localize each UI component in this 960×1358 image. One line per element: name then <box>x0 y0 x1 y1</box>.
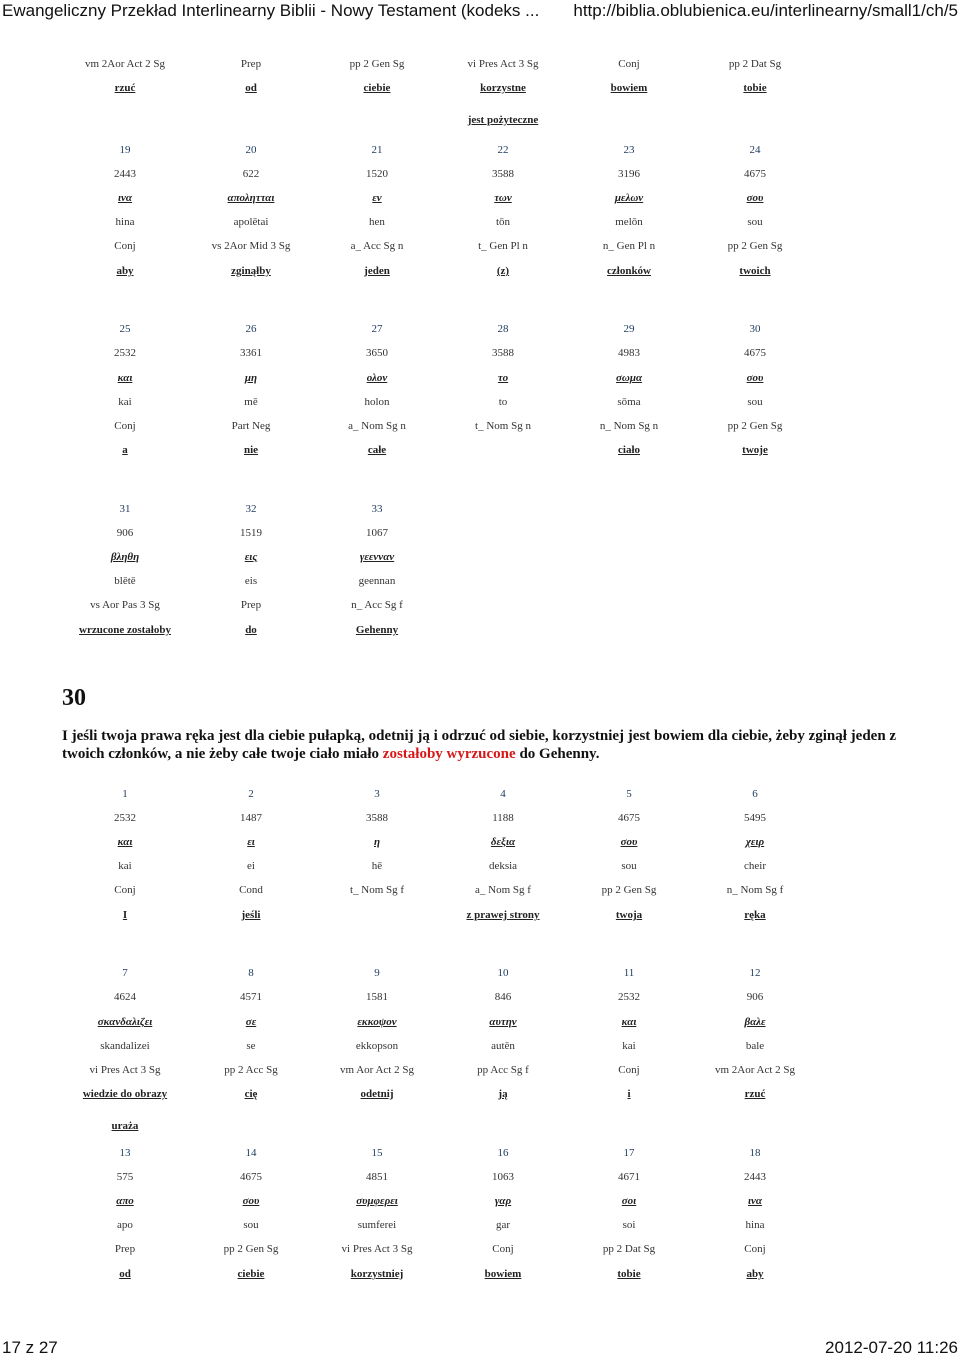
greek-word[interactable]: εν <box>372 192 382 204</box>
word-number: 1 <box>122 788 128 800</box>
greek-row <box>62 370 818 386</box>
polish-word[interactable]: z prawej strony <box>466 909 540 921</box>
greek-word[interactable]: ει <box>247 836 255 848</box>
morphology: pp 2 Dat Sg <box>602 1243 656 1255</box>
verse-text <box>62 727 912 763</box>
polish-word[interactable]: nie <box>243 444 259 456</box>
strong-number-row <box>62 345 818 361</box>
morphology: pp 2 Gen Sg <box>223 1243 279 1255</box>
morphology: vi Pres Act 3 Sg <box>467 58 539 70</box>
word-number: 8 <box>248 967 254 979</box>
morphology: vm 2Aor Act 2 Sg <box>714 1064 796 1076</box>
morph-row <box>62 418 818 434</box>
word-number: 29 <box>623 323 635 335</box>
transliteration-row <box>62 1038 818 1054</box>
polish-word[interactable]: Gehenny <box>355 624 399 636</box>
transliteration: skandalizei <box>100 1040 150 1052</box>
morphology: Part Neg <box>231 420 271 432</box>
greek-word[interactable]: απολητται <box>227 192 275 204</box>
morphology: pp 2 Dat Sg <box>728 58 782 70</box>
morphology: n_ Gen Pl n <box>602 240 656 252</box>
greek-word[interactable]: μελων <box>614 192 644 204</box>
polish-word[interactable]: rzuć <box>114 82 136 94</box>
polish-word[interactable]: tobie <box>617 1268 641 1280</box>
word-number: 28 <box>497 323 509 335</box>
greek-row <box>62 1193 818 1209</box>
greek-word[interactable]: και <box>117 372 133 384</box>
polish-word[interactable]: aby <box>746 1268 764 1280</box>
morphology: t_ Nom Sg f <box>349 884 405 896</box>
transliteration: apo <box>117 1219 133 1231</box>
polish-extra-row <box>62 1118 818 1134</box>
verse-number: 30 <box>62 685 86 711</box>
strong-number: 906 <box>116 527 134 539</box>
polish-row <box>62 263 818 279</box>
page-counter: 17 z 27 <box>2 1338 58 1357</box>
strong-number: 2532 <box>114 812 136 824</box>
verse-text-after: do Gehenny. <box>515 746 600 762</box>
greek-word[interactable]: σκανδαλιζει <box>97 1016 153 1028</box>
strong-number-row <box>62 989 818 1005</box>
polish-word[interactable]: całe <box>367 444 387 456</box>
word-number: 16 <box>497 1147 509 1159</box>
strong-number: 4851 <box>366 1171 388 1183</box>
polish-word[interactable]: wrzucone zostałoby <box>79 624 171 636</box>
word-number: 5 <box>626 788 632 800</box>
morphology: Conj <box>114 240 136 252</box>
transliteration-row <box>62 1217 818 1233</box>
morphology: a_ Acc Sg n <box>350 240 404 252</box>
strong-number: 1188 <box>492 812 514 824</box>
word-number: 2 <box>248 788 254 800</box>
word-number: 24 <box>749 144 761 156</box>
transliteration: sou <box>747 216 763 228</box>
page-title: Ewangeliczny Przekład Interlinearny Biblii - Nowy Testament (kodeks ... <box>2 1 540 20</box>
transliteration: kai <box>118 860 132 872</box>
greek-word[interactable]: μη <box>244 372 258 384</box>
transliteration: sōma <box>617 396 641 408</box>
morphology: pp Acc Sg f <box>477 1064 529 1076</box>
word-number: 12 <box>749 967 761 979</box>
transliteration: ei <box>247 860 255 872</box>
word-number: 20 <box>245 144 257 156</box>
transliteration: kai <box>622 1040 636 1052</box>
strong-number: 3588 <box>492 168 514 180</box>
greek-word[interactable]: εκκοψον <box>357 1016 397 1028</box>
greek-word[interactable]: σε <box>245 1016 257 1028</box>
transliteration: sou <box>621 860 637 872</box>
greek-word[interactable]: σου <box>746 372 764 384</box>
strong-number: 3650 <box>366 347 388 359</box>
word-number: 11 <box>623 967 635 979</box>
greek-word[interactable]: σου <box>620 836 638 848</box>
transliteration: ekkopson <box>355 1040 399 1052</box>
word-number: 4 <box>500 788 506 800</box>
morphology: n_ Acc Sg f <box>351 599 403 611</box>
word-number: 25 <box>119 323 131 335</box>
transliteration: blētē <box>114 575 136 587</box>
word-number: 21 <box>371 144 383 156</box>
greek-row <box>62 549 818 565</box>
polish-word[interactable]: korzystne <box>480 82 526 94</box>
print-datetime: 2012-07-20 11:26 <box>825 1338 958 1357</box>
word-number: 10 <box>497 967 509 979</box>
strong-number: 1581 <box>366 991 388 1003</box>
strong-number: 1487 <box>240 812 262 824</box>
browser-print-header <box>0 0 960 24</box>
transliteration: soi <box>622 1219 636 1231</box>
polish-word[interactable]: bowiem <box>484 1268 522 1280</box>
polish-word[interactable]: ręka <box>744 909 766 921</box>
polish-word[interactable]: I <box>122 909 128 921</box>
greek-word[interactable]: γαρ <box>494 1195 512 1207</box>
strong-number: 2443 <box>114 168 136 180</box>
transliteration: autēn <box>491 1040 515 1052</box>
word-number: 7 <box>122 967 128 979</box>
verse-text-before: I jeśli twoja prawa ręka jest dla ciebie pułapką, odetnij ją i odrzuć od siebie, korzystniej jest bowiem dla ciebie, żeby zginął jeden z twoich członków, a nie żeby całe twoje ciało miało <box>62 728 897 762</box>
word-number-row <box>62 501 818 517</box>
word-number-row <box>62 965 818 981</box>
strong-number: 4671 <box>618 1171 640 1183</box>
word-number: 23 <box>623 144 635 156</box>
morphology: Prep <box>240 58 262 70</box>
greek-word[interactable]: ινα <box>117 192 133 204</box>
word-number: 19 <box>119 144 131 156</box>
greek-word[interactable]: συμφερει <box>356 1195 398 1207</box>
greek-word[interactable]: γεενναν <box>359 551 395 563</box>
polish-word[interactable]: do <box>245 624 257 636</box>
morph-row <box>62 597 818 613</box>
word-number: 3 <box>374 788 380 800</box>
transliteration: gar <box>495 1219 511 1231</box>
transliteration: sou <box>243 1219 259 1231</box>
transliteration: hen <box>369 216 385 228</box>
transliteration: melōn <box>615 216 643 228</box>
morphology: vi Pres Act 3 Sg <box>341 1243 413 1255</box>
polish-word[interactable]: twoich <box>739 265 771 277</box>
polish-row <box>62 907 818 923</box>
word-number: 6 <box>752 788 758 800</box>
greek-word[interactable]: αυτην <box>489 1016 517 1028</box>
word-number: 30 <box>749 323 761 335</box>
word-number: 15 <box>371 1147 383 1159</box>
greek-word[interactable]: και <box>621 1016 637 1028</box>
polish-word[interactable]: (z) <box>496 265 510 277</box>
morph-row <box>62 1062 818 1078</box>
morphology: vm 2Aor Act 2 Sg <box>84 58 166 70</box>
polish-word[interactable]: aby <box>116 265 134 277</box>
greek-word[interactable]: σωμα <box>615 372 643 384</box>
polish-word[interactable]: cię <box>244 1088 258 1100</box>
morphology: t_ Gen Pl n <box>478 240 528 252</box>
strong-number: 4571 <box>240 991 262 1003</box>
morphology: vs 2Aor Mid 3 Sg <box>211 240 291 252</box>
transliteration: kai <box>118 396 132 408</box>
strong-number-row <box>62 525 818 541</box>
transliteration: sumferei <box>357 1219 397 1231</box>
transliteration: geennan <box>358 575 396 587</box>
word-number: 18 <box>749 1147 761 1159</box>
polish-extra-word[interactable]: jest pożyteczne <box>467 114 539 126</box>
polish-word[interactable]: twoje <box>742 444 768 456</box>
polish-word[interactable]: rzuć <box>744 1088 766 1100</box>
strong-number: 3361 <box>240 347 262 359</box>
strong-number-row <box>62 166 818 182</box>
greek-word[interactable]: σοι <box>621 1195 637 1207</box>
polish-word[interactable]: odetnij <box>360 1088 394 1100</box>
word-number: 14 <box>245 1147 257 1159</box>
strong-number-row <box>62 1169 818 1185</box>
greek-word[interactable]: των <box>494 192 512 204</box>
word-number: 13 <box>119 1147 131 1159</box>
greek-word[interactable]: ινα <box>747 1195 763 1207</box>
polish-word[interactable]: a <box>122 444 128 456</box>
morphology: Cond <box>239 884 263 896</box>
morphology: a_ Nom Sg f <box>475 884 531 896</box>
morphology: Conj <box>744 1243 766 1255</box>
strong-number: 575 <box>116 1171 134 1183</box>
morphology: vm Aor Act 2 Sg <box>340 1064 414 1076</box>
morph-row <box>62 56 818 72</box>
strong-number: 846 <box>494 991 512 1003</box>
strong-number: 3588 <box>492 347 514 359</box>
polish-word[interactable]: członków <box>607 265 651 277</box>
polish-word[interactable]: korzystniej <box>350 1268 404 1280</box>
polish-word[interactable]: ją <box>498 1088 508 1100</box>
strong-number: 4624 <box>114 991 136 1003</box>
morphology: a_ Nom Sg n <box>348 420 406 432</box>
polish-word[interactable]: jeden <box>364 265 390 277</box>
greek-row <box>62 1014 818 1030</box>
word-number-row <box>62 142 818 158</box>
transliteration: cheir <box>744 860 766 872</box>
polish-word[interactable]: ciebie <box>237 1268 265 1280</box>
word-number-row <box>62 1145 818 1161</box>
morphology: n_ Nom Sg n <box>599 420 659 432</box>
polish-word[interactable]: tobie <box>743 82 767 94</box>
word-number: 22 <box>497 144 509 156</box>
strong-number: 5495 <box>744 812 766 824</box>
word-number-row <box>62 786 818 802</box>
polish-word[interactable]: zginąłby <box>231 265 271 277</box>
polish-extra-row <box>62 112 818 128</box>
morphology: Conj <box>618 58 640 70</box>
strong-number: 4675 <box>618 812 640 824</box>
morph-row <box>62 238 818 254</box>
morphology: Conj <box>114 420 136 432</box>
polish-word[interactable]: ciebie <box>363 82 391 94</box>
polish-word[interactable]: od <box>245 82 257 94</box>
greek-word[interactable]: δεξια <box>490 836 516 848</box>
verse-text-highlight: zostałoby wyrzucone <box>382 746 516 762</box>
strong-number: 2532 <box>114 347 136 359</box>
strong-number: 1519 <box>240 527 262 539</box>
transliteration: bale <box>745 1040 765 1052</box>
greek-word[interactable]: βληθη <box>110 551 140 563</box>
strong-number: 1063 <box>492 1171 514 1183</box>
greek-word[interactable]: εις <box>244 551 258 563</box>
transliteration-row <box>62 858 818 874</box>
strong-number: 622 <box>242 168 260 180</box>
strong-number: 2532 <box>618 991 640 1003</box>
morphology: vs Aor Pas 3 Sg <box>90 599 160 611</box>
morphology: Conj <box>492 1243 514 1255</box>
transliteration: hina <box>115 216 135 228</box>
word-number: 31 <box>119 503 131 515</box>
greek-word[interactable]: και <box>117 836 133 848</box>
greek-row <box>62 834 818 850</box>
polish-row <box>62 622 818 638</box>
morphology: t_ Nom Sg n <box>475 420 531 432</box>
transliteration: hina <box>745 1219 765 1231</box>
polish-word[interactable]: ciało <box>618 444 640 456</box>
morphology: Conj <box>618 1064 640 1076</box>
transliteration: to <box>498 396 508 408</box>
greek-word[interactable]: η <box>373 836 381 848</box>
transliteration: sou <box>747 396 763 408</box>
strong-number-row <box>62 810 818 826</box>
greek-word[interactable]: ολον <box>366 372 388 384</box>
word-number: 27 <box>371 323 383 335</box>
greek-word[interactable]: απο <box>116 1195 134 1207</box>
transliteration: eis <box>244 575 258 587</box>
morphology: pp 2 Gen Sg <box>601 884 657 896</box>
strong-number: 4983 <box>618 347 640 359</box>
morphology: Conj <box>114 884 136 896</box>
polish-word[interactable]: bowiem <box>610 82 648 94</box>
transliteration: mē <box>244 396 258 408</box>
polish-row <box>62 442 818 458</box>
morphology: Prep <box>240 599 262 611</box>
transliteration: holon <box>364 396 390 408</box>
greek-word[interactable]: χειρ <box>745 836 765 848</box>
greek-word[interactable]: το <box>497 372 509 384</box>
transliteration: apolētai <box>233 216 269 228</box>
word-number: 32 <box>245 503 257 515</box>
polish-word[interactable]: jeśli <box>241 909 261 921</box>
word-number: 9 <box>374 967 380 979</box>
strong-number: 906 <box>746 991 764 1003</box>
transliteration: deksia <box>488 860 518 872</box>
word-number: 33 <box>371 503 383 515</box>
polish-word[interactable]: twoja <box>615 909 643 921</box>
polish-word[interactable]: wiedzie do obrazy <box>82 1088 168 1100</box>
greek-word[interactable]: σου <box>242 1195 260 1207</box>
polish-extra-word[interactable]: uraża <box>111 1120 139 1132</box>
strong-number: 3588 <box>366 812 388 824</box>
greek-row <box>62 190 818 206</box>
transliteration: tōn <box>495 216 511 228</box>
word-number: 26 <box>245 323 257 335</box>
polish-word[interactable]: i <box>627 1088 631 1100</box>
transliteration: se <box>246 1040 256 1052</box>
morphology: pp 2 Gen Sg <box>727 240 783 252</box>
polish-row <box>62 1266 818 1282</box>
transliteration-row <box>62 573 818 589</box>
morphology: n_ Nom Sg f <box>726 884 784 896</box>
transliteration-row <box>62 394 818 410</box>
word-number: 17 <box>623 1147 635 1159</box>
strong-number: 4675 <box>240 1171 262 1183</box>
morphology: vi Pres Act 3 Sg <box>89 1064 161 1076</box>
strong-number: 3196 <box>618 168 640 180</box>
morph-row <box>62 882 818 898</box>
morphology: pp 2 Acc Sg <box>224 1064 278 1076</box>
morph-row <box>62 1241 818 1257</box>
polish-row <box>62 1086 818 1102</box>
strong-number: 2443 <box>744 1171 766 1183</box>
morphology: pp 2 Gen Sg <box>349 58 405 70</box>
greek-word[interactable]: βαλε <box>744 1016 766 1028</box>
strong-number: 4675 <box>744 168 766 180</box>
strong-number: 1520 <box>366 168 388 180</box>
strong-number: 1067 <box>366 527 388 539</box>
transliteration-row <box>62 214 818 230</box>
page-url[interactable]: http://biblia.oblubienica.eu/interlinearny/small1/ch/5 <box>573 1 958 20</box>
morphology: pp 2 Gen Sg <box>727 420 783 432</box>
strong-number: 4675 <box>744 347 766 359</box>
polish-row <box>62 80 818 96</box>
polish-word[interactable]: od <box>119 1268 131 1280</box>
word-number-row <box>62 321 818 337</box>
transliteration: hē <box>371 860 383 872</box>
morphology: Prep <box>114 1243 136 1255</box>
greek-word[interactable]: σου <box>746 192 764 204</box>
